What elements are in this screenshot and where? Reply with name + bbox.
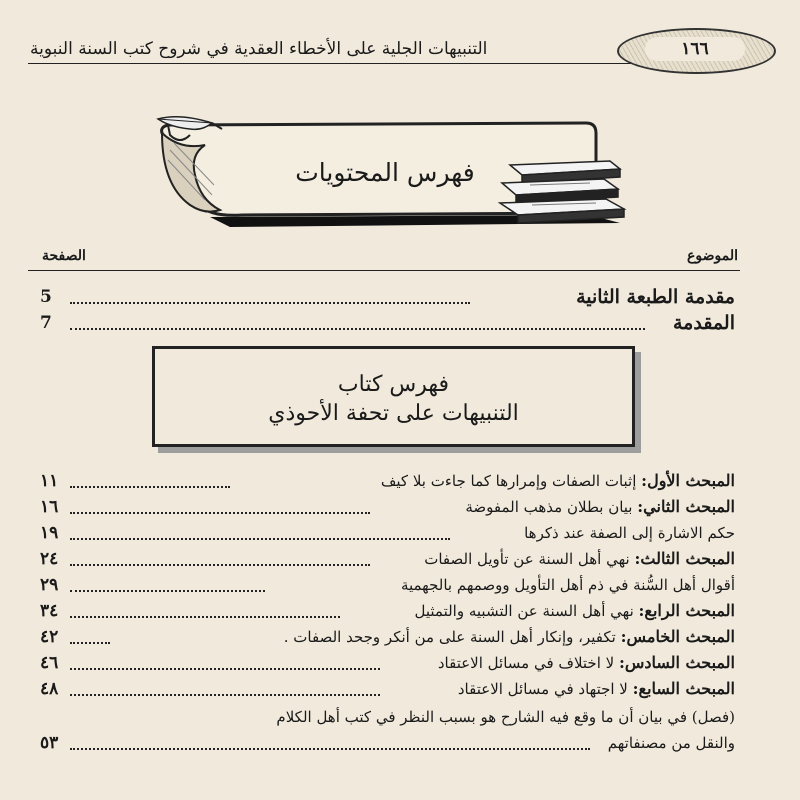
toc-entry-heading: المبحث الثاني: bbox=[637, 497, 735, 516]
book-index-heading-box bbox=[152, 346, 635, 447]
toc-entry-label bbox=[401, 572, 735, 598]
toc-leader-dots bbox=[70, 484, 230, 488]
page-column-header: الصفحة bbox=[42, 248, 86, 264]
toc-entry[interactable] bbox=[40, 624, 735, 650]
toc-page-number: ٣٤ bbox=[40, 601, 59, 621]
toc-entry-label bbox=[438, 650, 735, 676]
toc-page-number: ١١ bbox=[40, 471, 59, 491]
toc-entry-label bbox=[414, 598, 735, 624]
contents-title: فهرس المحتويات bbox=[295, 158, 475, 187]
running-header: التنبيهات الجلية على الأخطاء العقدية في شروح كتب السنة النبوية bbox=[30, 39, 488, 59]
toc-page-number: 7 bbox=[40, 313, 52, 333]
toc-entry-label bbox=[381, 468, 735, 494]
toc-entry-heading: المبحث الثالث: bbox=[634, 549, 735, 568]
toc-entry-heading: المبحث السابع: bbox=[632, 679, 735, 698]
toc-entry-text: والنقل من مصنفاتهم bbox=[607, 734, 735, 752]
toc-entry-text: أقوال أهل السُّنة في ذم أهل التأويل ووصمهم بالجهمية bbox=[400, 576, 735, 594]
toc-leader-dots bbox=[70, 510, 370, 514]
toc-entry-text: نهي أهل السنة عن تأويل الصفات bbox=[424, 550, 635, 568]
toc-leader-dots bbox=[70, 746, 590, 750]
toc-entry-heading: المبحث الرابع: bbox=[638, 601, 735, 620]
topic-column-header: الموضوع bbox=[687, 248, 738, 264]
toc-entry[interactable] bbox=[40, 284, 735, 310]
toc-entry-label bbox=[424, 546, 735, 572]
toc-entry-label bbox=[458, 676, 735, 702]
toc-entry[interactable] bbox=[40, 546, 735, 572]
toc-entry-text: بيان بطلان مذهب المفوضة bbox=[465, 498, 638, 516]
toc-entry-heading: المبحث الأول: bbox=[641, 471, 735, 490]
toc-leader-dots bbox=[70, 562, 370, 566]
page-number: ١٦٦ bbox=[645, 37, 745, 61]
toc-entry[interactable] bbox=[40, 598, 735, 624]
toc-entry-text: تكفير، وإنكار أهل السنة على من أنكر وجحد الصفات . bbox=[283, 628, 621, 646]
toc-page-number: ١٩ bbox=[40, 523, 59, 543]
toc-page-number: ٤٦ bbox=[40, 653, 59, 673]
toc-entry-label bbox=[524, 520, 735, 546]
toc-leader-dots bbox=[70, 326, 645, 330]
toc-entry-title: المقدمة bbox=[672, 312, 735, 334]
toc-leader-dots bbox=[70, 588, 265, 592]
toc-leader-dots bbox=[70, 640, 110, 644]
book-index-heading-line2: التنبيهات على تحفة الأحوذي bbox=[268, 401, 519, 426]
toc-entry-title: مقدمة الطبعة الثانية bbox=[576, 286, 735, 308]
header-rule bbox=[28, 63, 665, 64]
toc-page-number: ٤٨ bbox=[40, 679, 59, 699]
toc-entry-text: لا اجتهاد في مسائل الاعتقاد bbox=[457, 680, 633, 698]
toc-entry[interactable] bbox=[40, 572, 735, 598]
toc-leader-dots bbox=[70, 692, 380, 696]
toc-entry-text: حكم الاشارة إلى الصفة عند ذكرها bbox=[524, 524, 735, 542]
toc-entry-label bbox=[284, 624, 735, 650]
toc-entry[interactable] bbox=[40, 650, 735, 676]
toc-page-number: ٥٣ bbox=[40, 733, 59, 753]
toc-entry-line1[interactable]: (فصل) في بيان أن ما وقع فيه الشارح هو بسبب النظر في كتب أهل الكلام bbox=[276, 708, 735, 726]
toc-entry-heading: المبحث السادس: bbox=[618, 653, 735, 672]
toc-leader-dots bbox=[70, 614, 340, 618]
book-index-heading-line1: فهرس كتاب bbox=[337, 372, 450, 397]
toc-page-number: ٤٢ bbox=[40, 627, 59, 647]
toc-page-number: ٢٩ bbox=[40, 575, 59, 595]
toc-page-number: ٢٤ bbox=[40, 549, 59, 569]
toc-page-number: 5 bbox=[40, 287, 52, 307]
toc-entry-text: نهي أهل السنة عن التشبيه والتمثيل bbox=[414, 602, 639, 620]
toc-entry[interactable] bbox=[40, 520, 735, 546]
toc-entry-text: لا اختلاف في مسائل الاعتقاد bbox=[437, 654, 619, 672]
toc-entry[interactable] bbox=[40, 468, 735, 494]
toc-entry-text: إثبات الصفات وإمرارها كما جاءت بلا كيف bbox=[380, 472, 642, 490]
toc-entry[interactable] bbox=[40, 494, 735, 520]
toc-entry-label bbox=[465, 494, 735, 520]
toc-page-number: ١٦ bbox=[40, 497, 59, 517]
toc-entry[interactable] bbox=[40, 676, 735, 702]
column-header-rule bbox=[28, 270, 740, 271]
toc-entry-heading: المبحث الخامس: bbox=[620, 627, 735, 646]
toc-entry[interactable] bbox=[40, 310, 735, 336]
toc-leader-dots bbox=[70, 536, 450, 540]
toc-entry[interactable] bbox=[40, 730, 735, 756]
toc-leader-dots bbox=[70, 300, 470, 304]
toc-leader-dots bbox=[70, 666, 380, 670]
